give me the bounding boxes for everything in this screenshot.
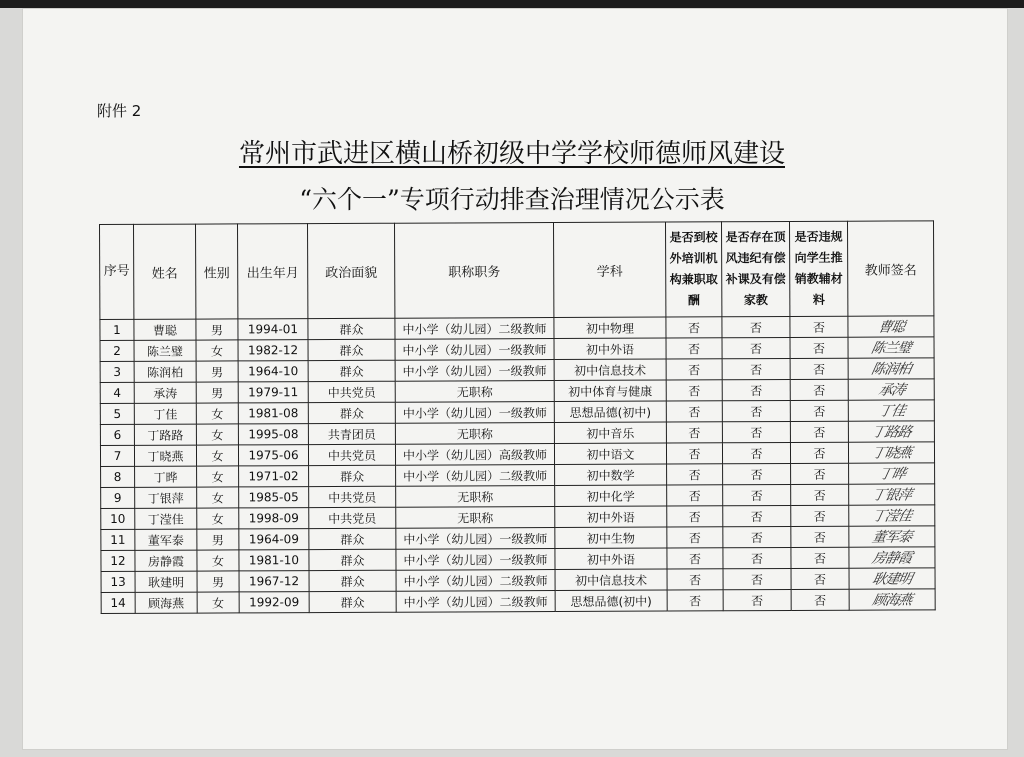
cell-seq: 14 [101,592,135,613]
cell-political: 群众 [308,339,395,360]
signature-cell [849,484,935,505]
cell-q3: 否 [790,379,848,400]
document-title-text: 常州市武进区横山桥初级中学学校师德师风建设 [238,139,785,169]
cell-q1: 否 [666,317,722,338]
table-body [100,316,935,614]
cell-gender: 女 [197,550,239,571]
cell-q3: 否 [790,358,848,379]
cell-seq: 5 [100,403,134,424]
attachment-label: 附件 2 [97,102,142,120]
cell-birth: 1981-10 [239,550,309,571]
table-header-row [100,221,934,320]
cell-birth: 1982-12 [238,340,308,361]
handwritten-signature: 房静霞 [870,550,913,567]
cell-q2: 否 [723,484,791,505]
cell-q2: 否 [722,358,790,379]
cell-q2: 否 [723,547,791,568]
cell-subject: 初中外语 [555,548,667,569]
header-name: 姓名 [134,224,196,319]
signature-cell [848,400,934,421]
cell-political: 中共党员 [308,444,395,465]
cell-gender: 女 [197,487,239,508]
cell-title: 无职称 [396,486,555,508]
cell-title: 无职称 [395,423,554,445]
cell-q2: 否 [723,463,791,484]
cell-subject: 初中体育与健康 [554,380,666,401]
cell-birth: 1994-01 [238,319,308,340]
handwritten-signature: 丁银萍 [870,487,913,504]
cell-q1: 否 [667,527,723,548]
disclosure-table [99,220,936,614]
cell-title: 中小学（幼儿园）高级教师 [395,444,554,466]
cell-gender: 女 [197,508,239,529]
signature-cell [848,337,934,358]
signature-cell [849,505,935,526]
cell-birth: 1975-06 [238,445,308,466]
table-row [101,589,935,614]
cell-gender: 男 [196,319,238,340]
signature-cell [849,568,935,589]
header-gender: 性别 [196,224,238,319]
cell-political: 群众 [309,591,396,612]
cell-title: 中小学（幼儿园）二级教师 [396,465,555,487]
header-q1: 是否到校外培训机构兼职取酬 [665,222,721,317]
cell-seq: 8 [101,466,135,487]
cell-title: 中小学（幼儿园）一级教师 [395,360,554,382]
cell-birth: 1964-09 [239,529,309,550]
cell-subject: 初中音乐 [554,422,666,443]
cell-name: 房静霞 [135,550,197,571]
cell-q3: 否 [790,400,848,421]
cell-gender: 女 [197,466,239,487]
signature-cell [848,421,934,442]
handwritten-signature: 丁路路 [870,424,913,441]
signature-cell [848,358,934,379]
cell-birth: 1981-08 [238,403,308,424]
cell-political: 群众 [309,465,396,486]
cell-q3: 否 [790,337,848,358]
cell-seq: 11 [101,529,135,550]
document-subtitle: “六个一”专项行动排查治理情况公示表 [299,185,725,214]
cell-q1: 否 [666,380,722,401]
cell-q2: 否 [722,400,790,421]
cell-title: 中小学（幼儿园）二级教师 [396,591,555,613]
cell-q1: 否 [666,401,722,422]
cell-name: 丁银萍 [135,487,197,508]
cell-title: 中小学（幼儿园）二级教师 [396,570,555,592]
cell-name: 顾海燕 [135,592,197,613]
signature-cell [849,526,935,547]
cell-name: 耿建明 [135,571,197,592]
header-birth: 出生年月 [238,224,308,319]
cell-birth: 1985-05 [239,487,309,508]
cell-gender: 男 [196,361,238,382]
cell-birth: 1995-08 [238,424,308,445]
cell-seq: 10 [101,508,135,529]
cell-subject: 初中外语 [554,338,666,359]
cell-birth: 1979-11 [238,382,308,403]
cell-subject: 初中信息技术 [555,569,667,590]
cell-seq: 4 [100,382,134,403]
cell-seq: 13 [101,571,135,592]
cell-gender: 男 [197,529,239,550]
cell-name: 承涛 [134,382,196,403]
cell-gender: 女 [196,403,238,424]
signature-cell [849,547,935,568]
header-seq: 序号 [100,224,134,319]
cell-political: 群众 [309,528,396,549]
signature-cell [848,442,934,463]
cell-q2: 否 [723,568,791,589]
cell-political: 群众 [308,402,395,423]
handwritten-signature: 丁晓燕 [870,445,913,462]
cell-seq: 2 [100,340,134,361]
cell-q2: 否 [722,442,790,463]
cell-subject: 初中生物 [555,527,667,548]
cell-q1: 否 [666,443,722,464]
cell-name: 丁佳 [134,403,196,424]
cell-name: 陈润柏 [134,361,196,382]
header-political: 政治面貌 [308,223,395,318]
cell-q1: 否 [667,464,723,485]
handwritten-signature: 陈润柏 [869,361,913,378]
cell-birth: 1964-10 [238,361,308,382]
cell-name: 曹聪 [134,319,196,340]
handwritten-signature: 承涛 [876,382,906,399]
handwritten-signature: 曹聪 [876,319,906,336]
cell-q2: 否 [723,526,791,547]
cell-q3: 否 [791,568,849,589]
cell-q2: 否 [722,379,790,400]
cell-q1: 否 [667,506,723,527]
handwritten-signature: 耿建明 [870,571,914,588]
scan-top-edge [0,0,1024,8]
cell-birth: 1971-02 [239,466,309,487]
cell-q3: 否 [791,484,849,505]
signature-cell [849,463,935,484]
cell-seq: 6 [100,424,134,445]
cell-birth: 1967-12 [239,571,309,592]
cell-subject: 思想品德(初中) [555,590,667,611]
cell-q3: 否 [791,589,849,610]
cell-name: 丁路路 [134,424,196,445]
handwritten-signature: 董军泰 [870,529,913,546]
cell-q2: 否 [722,316,790,337]
cell-gender: 女 [196,445,238,466]
cell-q1: 否 [667,569,723,590]
handwritten-signature: 陈兰璧 [869,340,913,357]
cell-q3: 否 [790,442,848,463]
cell-title: 中小学（幼儿园）一级教师 [396,549,555,571]
cell-gender: 男 [196,382,238,403]
cell-q3: 否 [791,505,849,526]
handwritten-signature: 丁佳 [876,403,906,420]
cell-title: 中小学（幼儿园）一级教师 [396,528,555,550]
cell-name: 丁滢佳 [135,508,197,529]
cell-title: 无职称 [395,381,554,403]
cell-subject: 初中信息技术 [554,359,666,380]
cell-political: 中共党员 [308,381,395,402]
cell-name: 陈兰璧 [134,340,196,361]
cell-gender: 女 [196,424,238,445]
cell-q1: 否 [667,548,723,569]
signature-cell [848,316,934,337]
cell-title: 中小学（幼儿园）一级教师 [395,339,554,361]
cell-seq: 9 [101,487,135,508]
signature-cell [848,379,934,400]
signature-cell [849,589,935,610]
cell-seq: 7 [100,445,134,466]
cell-political: 群众 [308,360,395,381]
cell-q2: 否 [723,589,791,610]
cell-q1: 否 [667,485,723,506]
cell-title: 无职称 [396,507,555,529]
cell-q2: 否 [723,505,791,526]
cell-q2: 否 [722,337,790,358]
cell-political: 共青团员 [308,423,395,444]
cell-q1: 否 [666,359,722,380]
cell-q1: 否 [667,590,723,611]
cell-seq: 12 [101,550,135,571]
cell-name: 丁晓燕 [134,445,196,466]
handwritten-signature: 丁晔 [876,466,907,483]
document-title [0,133,1024,170]
cell-q1: 否 [666,338,722,359]
cell-political: 中共党员 [309,507,396,528]
header-subject: 学科 [553,222,665,317]
cell-q2: 否 [722,421,790,442]
cell-seq: 3 [100,361,134,382]
header-q3: 是否违规向学生推销教辅材料 [789,221,847,316]
cell-subject: 初中化学 [555,485,667,506]
cell-subject: 初中语文 [554,443,666,464]
header-signature: 教师签名 [847,221,933,316]
handwritten-signature: 丁滢佳 [870,508,913,525]
cell-subject: 初中数学 [555,464,667,485]
cell-political: 群众 [308,318,395,339]
cell-subject: 初中外语 [555,506,667,527]
cell-subject: 思想品德(初中) [554,401,666,422]
cell-seq: 1 [100,319,134,340]
cell-gender: 女 [196,340,238,361]
cell-gender: 男 [197,571,239,592]
cell-q1: 否 [666,422,722,443]
cell-q3: 否 [790,316,848,337]
cell-q3: 否 [791,526,849,547]
header-title: 职称职务 [394,223,553,319]
cell-political: 中共党员 [309,486,396,507]
cell-political: 群众 [309,549,396,570]
cell-name: 丁晔 [135,466,197,487]
cell-title: 中小学（幼儿园）二级教师 [395,318,554,340]
cell-q3: 否 [791,463,849,484]
cell-q3: 否 [790,421,848,442]
cell-birth: 1992-09 [239,592,309,613]
cell-title: 中小学（幼儿园）一级教师 [395,402,554,424]
handwritten-signature: 顾海燕 [870,592,914,609]
cell-name: 董军泰 [135,529,197,550]
cell-birth: 1998-09 [239,508,309,529]
header-q2: 是否存在顶风违纪有偿补课及有偿家教 [721,221,789,316]
cell-gender: 女 [197,592,239,613]
cell-political: 群众 [309,570,396,591]
cell-subject: 初中物理 [554,317,666,338]
cell-q3: 否 [791,547,849,568]
